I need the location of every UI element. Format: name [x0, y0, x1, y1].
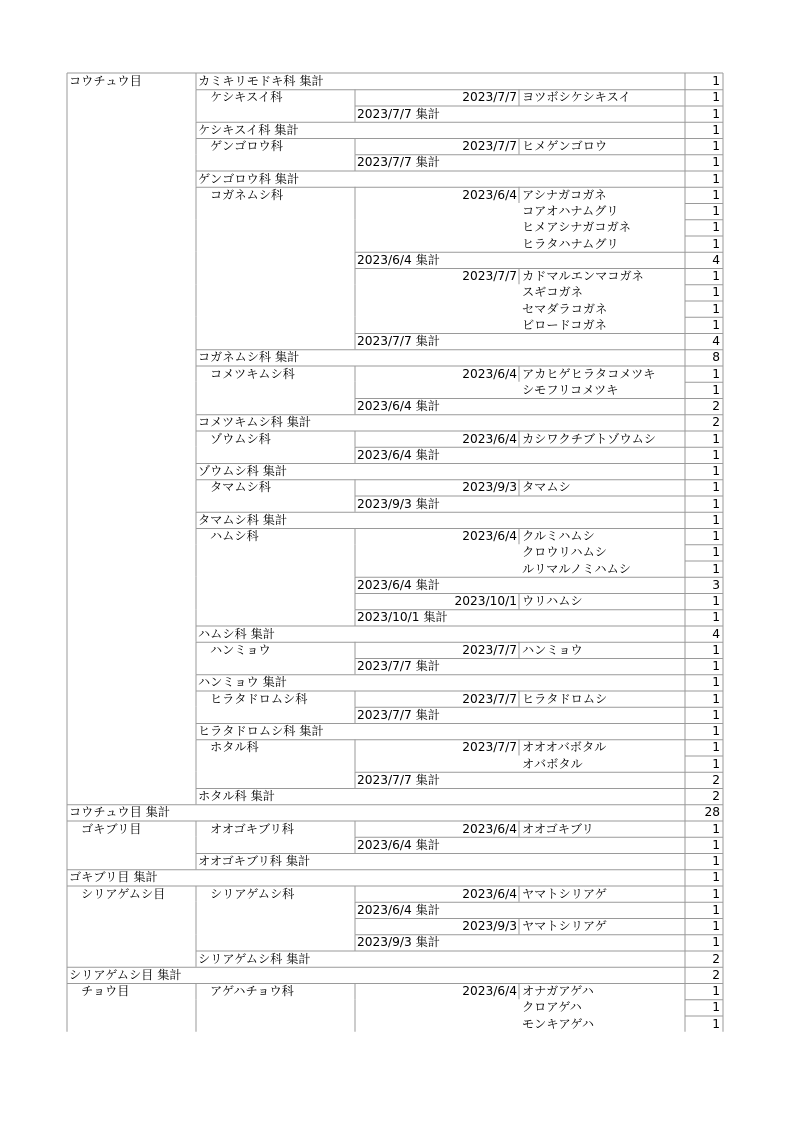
count-cell: 1 [712, 837, 720, 852]
order-cell: シリアゲムシ目 [81, 886, 166, 901]
count-cell: 3 [712, 577, 720, 592]
count-cell: 1 [712, 204, 720, 218]
date-subtotal-cell: 2023/7/7 集計 [357, 772, 440, 787]
species-cell: ルリマルノミハムシ [522, 561, 631, 576]
date-subtotal-cell: 2023/7/7 集計 [357, 155, 440, 170]
family-subtotal-cell: カミキリモドキ科 集計 [198, 74, 324, 88]
count-cell: 1 [712, 366, 720, 381]
count-cell: 1 [712, 659, 720, 673]
date-cell: 2023/6/4 [462, 984, 517, 998]
count-cell: 1 [712, 171, 720, 186]
family-cell: アゲハチョウ科 [210, 984, 294, 998]
count-cell: 8 [712, 350, 720, 365]
species-cell: ヒラタハナムグリ [522, 236, 619, 251]
date-cell: 2023/6/4 [462, 821, 517, 836]
species-cell: アカヒゲヒラタコメツキ [522, 366, 656, 381]
count-cell: 1 [712, 854, 720, 868]
species-cell: カシワクチブトゾウムシ [522, 431, 656, 446]
date-cell: 2023/6/4 [462, 187, 517, 202]
date-subtotal-cell: 2023/6/4 集計 [357, 902, 440, 917]
count-cell: 1 [712, 886, 720, 901]
count-cell: 2 [712, 399, 720, 413]
count-cell: 2 [712, 789, 720, 803]
date-subtotal-cell: 2023/6/4 集計 [357, 252, 440, 267]
count-cell: 1 [712, 496, 720, 511]
order-cell: チョウ目 [81, 984, 130, 998]
family-subtotal-cell: ハムシ科 集計 [198, 626, 275, 641]
family-cell: ケシキスイ科 [210, 90, 283, 105]
count-cell: 1 [712, 90, 720, 105]
count-cell: 1 [712, 431, 720, 446]
family-subtotal-cell: ハンミョウ 集計 [198, 675, 287, 690]
family-subtotal-cell: ゲンゴロウ科 集計 [198, 171, 300, 186]
date-cell: 2023/9/3 [462, 480, 517, 495]
count-cell: 4 [712, 334, 720, 348]
species-cell: ウリハムシ [522, 594, 583, 608]
count-cell: 1 [712, 301, 720, 316]
count-cell: 1 [712, 285, 720, 300]
count-cell: 1 [712, 512, 720, 527]
date-subtotal-cell: 2023/6/4 集計 [357, 447, 440, 462]
order-cell: コウチュウ目 [69, 74, 142, 88]
species-cell: オオオバボタル [522, 740, 607, 755]
count-cell: 1 [712, 480, 720, 495]
order-subtotal-cell: シリアゲムシ目 集計 [69, 967, 182, 982]
date-cell: 2023/7/7 [462, 90, 517, 105]
date-subtotal-cell: 2023/7/7 集計 [357, 106, 440, 121]
count-cell: 1 [712, 220, 720, 235]
count-cell: 1 [712, 187, 720, 202]
species-cell: クロウリハムシ [522, 545, 607, 560]
species-cell: モンキアゲハ [522, 1016, 595, 1031]
count-cell: 1 [712, 269, 720, 283]
species-cell: オオゴキブリ [522, 821, 594, 836]
date-subtotal-cell: 2023/6/4 集計 [357, 577, 440, 592]
species-cell: クロアゲハ [522, 1000, 582, 1015]
order-subtotal-cell: コウチュウ目 集計 [69, 805, 171, 820]
count-cell: 1 [712, 919, 720, 933]
family-subtotal-cell: シリアゲムシ科 集計 [198, 951, 311, 966]
species-cell: アシナガコガネ [522, 187, 607, 202]
count-cell: 1 [712, 740, 720, 755]
count-cell: 1 [712, 155, 720, 170]
family-cell: ハムシ科 [210, 529, 259, 543]
family-cell: ハンミョウ [210, 642, 271, 657]
species-cell: スギコガネ [522, 285, 583, 300]
date-subtotal-cell: 2023/9/3 集計 [357, 496, 440, 511]
count-cell: 4 [712, 252, 720, 267]
species-cell: ハンミョウ [522, 642, 583, 657]
date-cell: 2023/7/7 [462, 139, 517, 153]
species-cell: ヨツボシケシキスイ [522, 90, 631, 105]
count-cell: 2 [712, 951, 720, 966]
species-cell: ヤマトシリアゲ [522, 919, 607, 933]
family-subtotal-cell: ヒラタドロムシ科 集計 [198, 724, 324, 738]
date-cell: 2023/9/3 [462, 919, 517, 933]
count-cell: 2 [712, 772, 720, 787]
species-cell: カドマルエンマコガネ [522, 269, 644, 283]
count-cell: 1 [712, 675, 720, 690]
count-cell: 1 [712, 464, 720, 478]
species-cell: ヤマトシリアゲ [522, 886, 607, 901]
count-cell: 1 [712, 139, 720, 153]
family-cell: コメツキムシ科 [210, 366, 295, 381]
species-cell: ビロードコガネ [522, 317, 607, 332]
count-cell: 1 [712, 382, 720, 397]
date-cell: 2023/7/7 [462, 269, 517, 283]
species-cell: シモフリコメツキ [522, 382, 619, 397]
family-cell: ゲンゴロウ科 [210, 139, 283, 153]
species-cell: クルミハムシ [522, 529, 595, 543]
family-subtotal-cell: ゾウムシ科 集計 [198, 464, 288, 478]
date-cell: 2023/6/4 [462, 529, 517, 543]
count-cell: 4 [712, 626, 720, 641]
date-subtotal-cell: 2023/6/4 集計 [357, 837, 440, 852]
count-cell: 1 [712, 122, 720, 137]
count-cell: 1 [712, 1000, 720, 1015]
count-cell: 1 [712, 691, 720, 706]
date-cell: 2023/6/4 [462, 431, 517, 446]
species-cell: セマダラコガネ [522, 301, 608, 316]
family-subtotal-cell: ケシキスイ科 集計 [198, 122, 299, 137]
date-cell: 2023/7/7 [462, 642, 517, 657]
species-cell: ヒラタドロムシ [522, 691, 608, 706]
species-cell: オバボタル [522, 756, 583, 771]
count-cell: 1 [712, 236, 720, 251]
family-subtotal-cell: オオゴキブリ科 集計 [198, 854, 311, 868]
count-cell: 1 [712, 447, 720, 462]
species-cell: タマムシ [522, 480, 571, 495]
species-cell: コアオハナムグリ [522, 204, 619, 218]
family-cell: シリアゲムシ科 [210, 886, 295, 901]
date-cell: 2023/7/7 [462, 691, 517, 706]
species-cell: オナガアゲハ [522, 984, 594, 998]
date-subtotal-cell: 2023/7/7 集計 [357, 707, 440, 722]
count-cell: 1 [712, 106, 720, 121]
family-subtotal-cell: コガネムシ科 集計 [198, 350, 300, 365]
date-cell: 2023/6/4 [462, 886, 517, 901]
count-cell: 1 [712, 642, 720, 657]
family-cell: タマムシ科 [210, 480, 271, 495]
family-subtotal-cell: ホタル科 集計 [198, 789, 275, 803]
count-cell: 1 [712, 902, 720, 917]
count-cell: 1 [712, 74, 720, 88]
date-subtotal-cell: 2023/9/3 集計 [357, 935, 440, 950]
count-cell: 1 [712, 707, 720, 722]
date-cell: 2023/10/1 [454, 594, 517, 608]
family-cell: コガネムシ科 [210, 187, 284, 202]
date-subtotal-cell: 2023/7/7 集計 [357, 659, 440, 673]
family-cell: ホタル科 [210, 740, 259, 755]
date-subtotal-cell: 2023/7/7 集計 [357, 334, 440, 348]
order-cell: ゴキブリ目 [81, 821, 142, 836]
date-subtotal-cell: 2023/10/1 集計 [357, 610, 448, 625]
count-cell: 2 [712, 967, 720, 982]
family-subtotal-cell: タマムシ科 集計 [198, 512, 288, 527]
count-cell: 1 [712, 545, 720, 560]
date-cell: 2023/7/7 [462, 740, 517, 755]
date-cell: 2023/6/4 [462, 366, 517, 381]
count-cell: 1 [712, 935, 720, 950]
count-cell: 1 [712, 724, 720, 738]
family-cell: ヒラタドロムシ科 [210, 691, 308, 706]
count-cell: 1 [712, 1016, 720, 1031]
count-cell: 1 [712, 561, 720, 576]
count-cell: 1 [712, 984, 720, 998]
count-cell: 2 [712, 415, 720, 430]
count-cell: 1 [712, 610, 720, 625]
species-cell: ヒメゲンゴロウ [522, 139, 608, 153]
count-cell: 28 [704, 805, 720, 820]
count-cell: 1 [712, 870, 720, 885]
species-cell: ヒメアシナガコガネ [522, 220, 631, 235]
family-cell: ゾウムシ科 [210, 431, 271, 446]
order-subtotal-cell: ゴキブリ目 集計 [69, 870, 158, 885]
family-subtotal-cell: コメツキムシ科 集計 [198, 415, 312, 430]
family-cell: オオゴキブリ科 [210, 821, 294, 836]
count-cell: 1 [712, 317, 720, 332]
count-cell: 1 [712, 821, 720, 836]
count-cell: 1 [712, 594, 720, 608]
count-cell: 1 [712, 529, 720, 543]
date-subtotal-cell: 2023/6/4 集計 [357, 399, 440, 413]
count-cell: 1 [712, 756, 720, 771]
